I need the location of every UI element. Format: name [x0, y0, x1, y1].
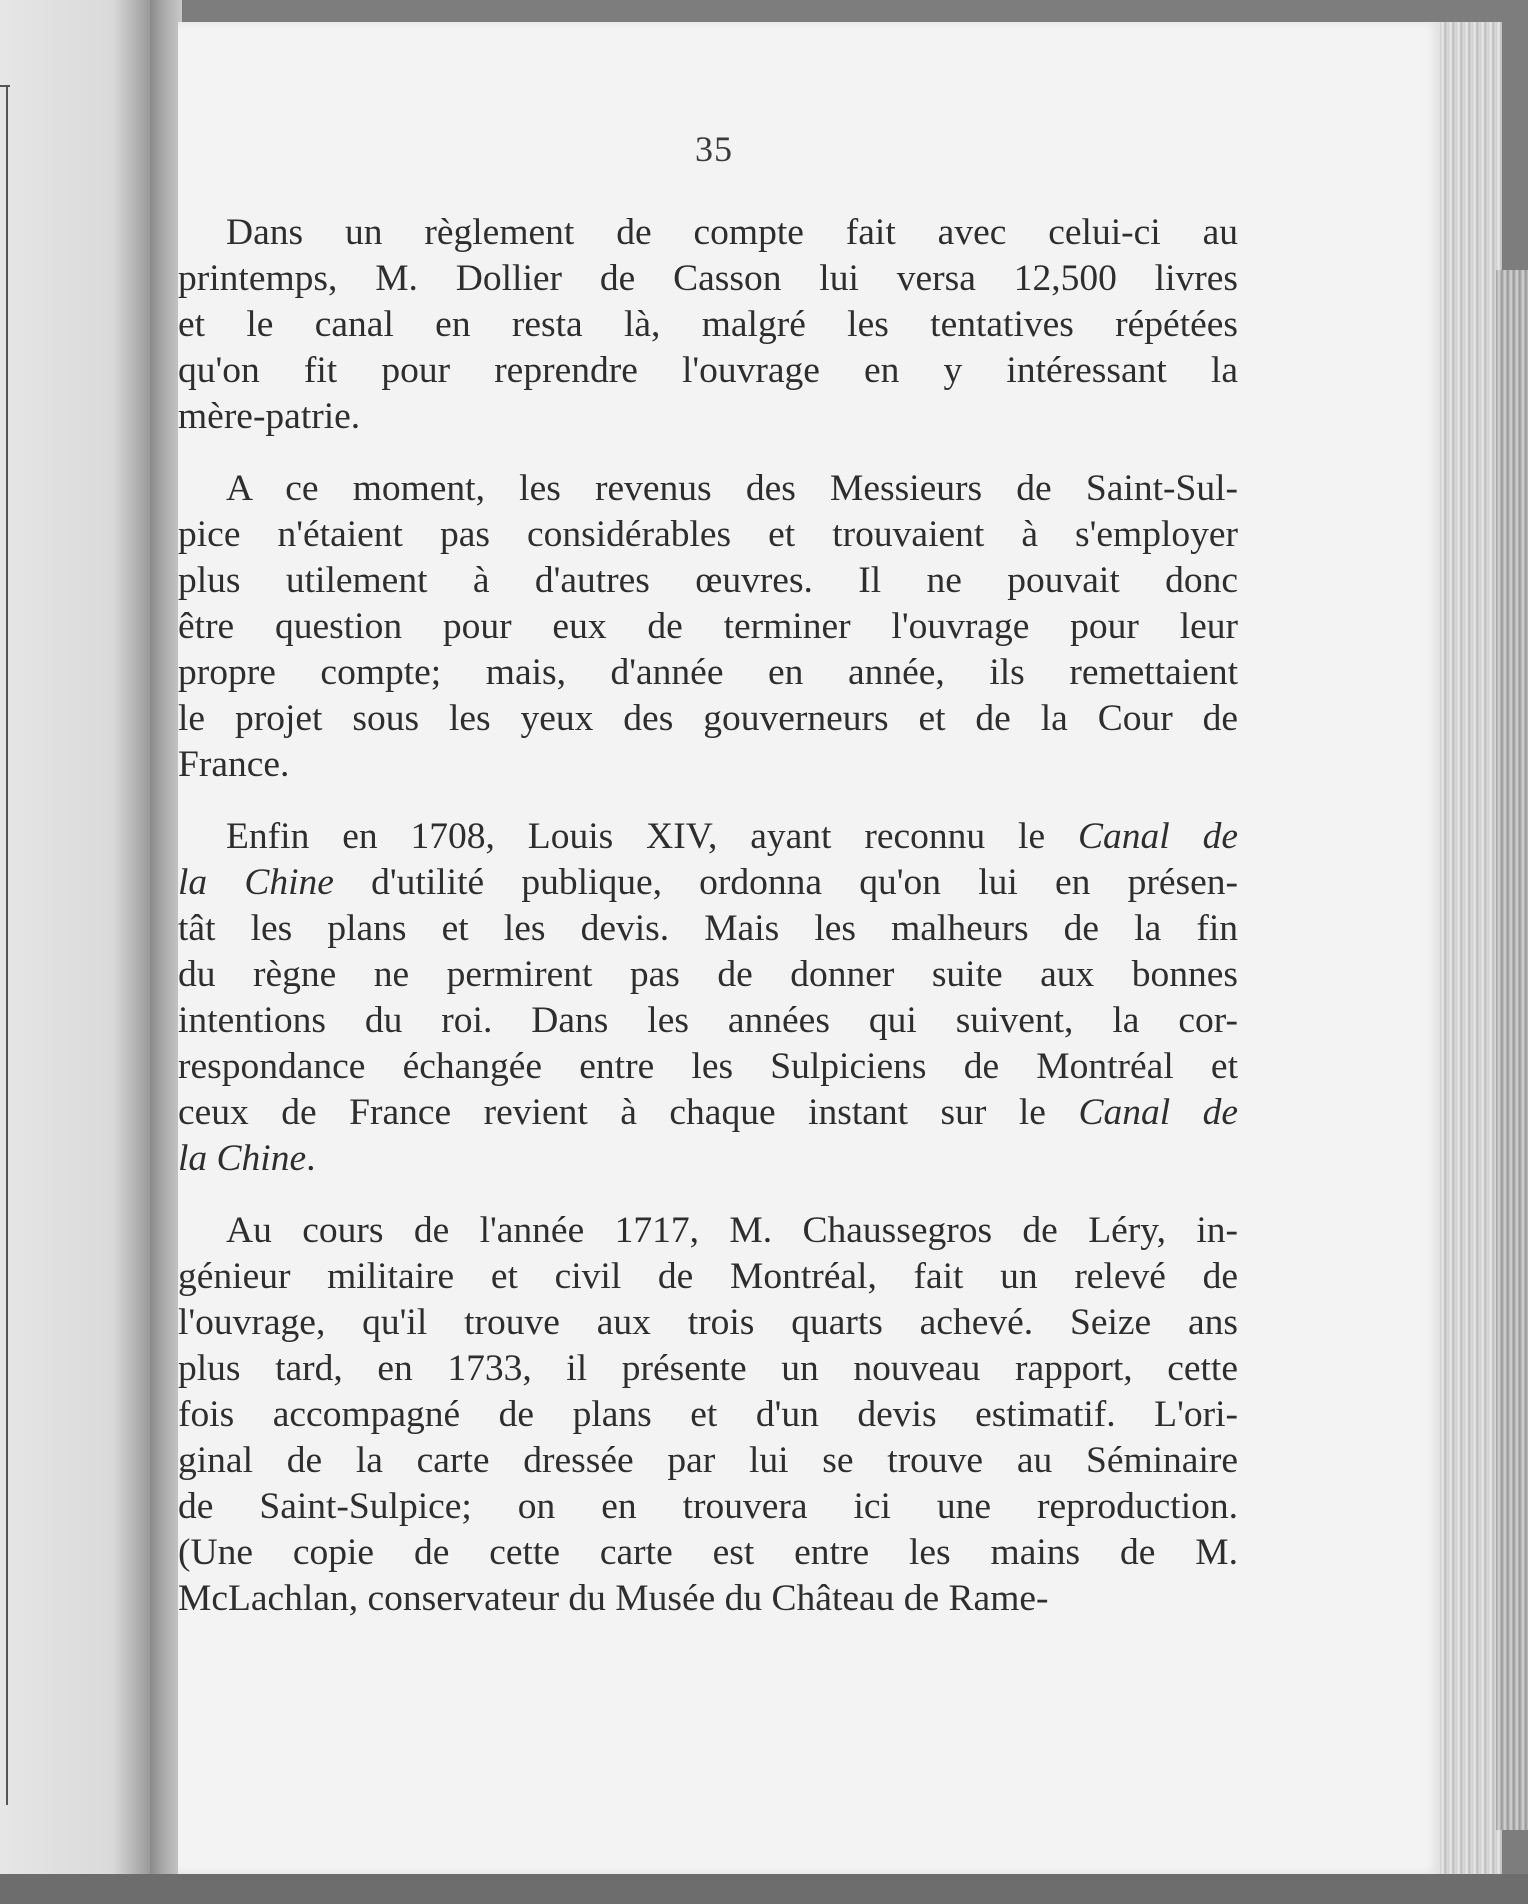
text-line: intentions du roi. Dans les années qui suivent, la cor- [178, 1000, 1238, 1041]
text-line: l'ouvrage, qu'il trouve aux trois quarts achevé. Seize ans [178, 1302, 1238, 1343]
italic-term: la Chine [178, 862, 334, 903]
text-line [178, 1090, 1238, 1136]
text-segment: ceux de France revient à chaque instant sur le [178, 1092, 1079, 1133]
text-line: France. [178, 744, 290, 785]
paragraph [178, 210, 1238, 440]
text-line: plus tard, en 1733, il présente un nouveau rapport, cette [178, 1348, 1238, 1389]
text-line: du règne ne permirent pas de donner suite aux bonnes [178, 954, 1238, 995]
text-segment: d'utilité publique, ordonna qu'on lui en présen- [333, 862, 1238, 903]
left-page-border-line [6, 85, 8, 1805]
text-line [178, 860, 1238, 906]
text-line: printemps, M. Dollier de Casson lui versa 12,500 livres [178, 258, 1238, 299]
italic-term: Canal de [1078, 816, 1238, 857]
text-line: être question pour eux de terminer l'ouvrage pour leur [178, 606, 1238, 647]
page-stack-edges [1440, 22, 1502, 1874]
text-line: pice n'étaient pas considérables et trouvaient à s'employer [178, 514, 1238, 555]
paragraph [178, 814, 1238, 1182]
text-line: ginal de la carte dressée par lui se trouve au Séminaire [178, 1440, 1238, 1481]
left-page-edge [0, 0, 150, 1904]
scan-bottom-edge [0, 1874, 1528, 1904]
text-line: tât les plans et les devis. Mais les malheurs de la fin [178, 908, 1238, 949]
text-line [178, 1136, 1238, 1182]
text-segment: . [306, 1138, 316, 1179]
paragraph [178, 466, 1238, 788]
text-line: respondance échangée entre les Sulpiciens de Montréal et [178, 1046, 1238, 1087]
text-line: mère-patrie. [178, 396, 361, 437]
italic-term: Canal de [1078, 1092, 1239, 1133]
text-line: A ce moment, les revenus des Messieurs de Saint-Sul- [226, 468, 1238, 509]
paragraph [178, 1208, 1238, 1622]
italic-term: la Chine [178, 1138, 307, 1179]
text-line: le projet sous les yeux des gouverneurs et de la Cour de [178, 698, 1238, 739]
text-line: (Une copie de cette carte est entre les mains de M. [178, 1532, 1238, 1573]
text-line: et le canal en resta là, malgré les tentatives répétées [178, 304, 1238, 345]
text-line: McLachlan, conservateur du Musée du Château de Rame- [178, 1578, 1049, 1619]
text-line: propre compte; mais, d'année en année, ils remettaient [178, 652, 1238, 693]
text-segment: Enfin en 1708, Louis XIV, ayant reconnu le [226, 816, 1079, 857]
text-line [178, 814, 1238, 860]
text-line: plus utilement à d'autres œuvres. Il ne pouvait donc [178, 560, 1238, 601]
text-line: fois accompagné de plans et d'un devis estimatif. L'ori- [178, 1394, 1238, 1435]
page-number: 35 [695, 129, 733, 169]
text-line: de Saint-Sulpice; on en trouvera ici une reproduction. [178, 1486, 1238, 1527]
page-stack-edges-outer [1496, 270, 1528, 1830]
left-page-border-tick [0, 85, 10, 87]
text-line: génieur militaire et civil de Montréal, fait un relevé de [178, 1256, 1238, 1297]
text-line: Au cours de l'année 1717, M. Chaussegros de Léry, in- [226, 1210, 1238, 1251]
text-line: qu'on fit pour reprendre l'ouvrage en y intéressant la [178, 350, 1238, 391]
body-text [178, 210, 1238, 1648]
text-line: Dans un règlement de compte fait avec celui-ci au [226, 212, 1238, 253]
